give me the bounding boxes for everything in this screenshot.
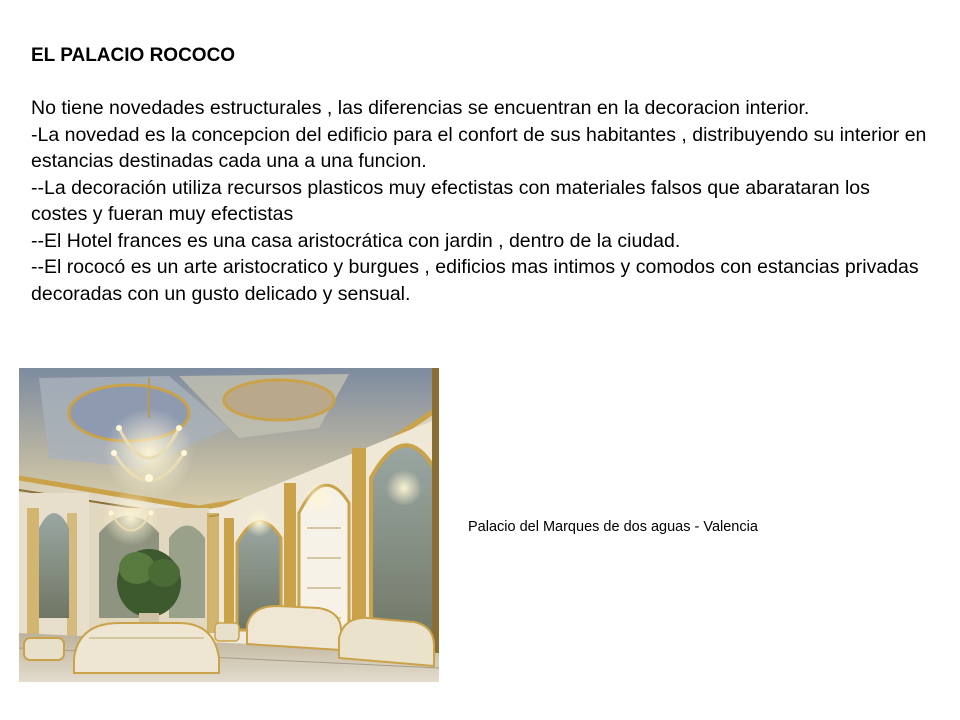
chandelier-icon: [103, 490, 159, 546]
photo-caption: Palacio del Marques de dos aguas - Valencia: [468, 519, 758, 535]
slide-title: EL PALACIO ROCOCO: [31, 45, 236, 66]
body-paragraph: --El Hotel frances es una casa aristocrática con jardin , dentro de la ciudad.: [31, 229, 681, 252]
slide-body: [31, 95, 931, 307]
sofa-icon: [74, 623, 219, 673]
body-paragraph: -La novedad es la concepcion del edificio para el confort de sus habitantes , distribuyendo su interior en estancias destinadas cada una a una funcion.: [31, 123, 927, 172]
body-paragraph: No tiene novedades estructurales , las diferencias se encuentran en la decoracion interior.: [31, 97, 810, 119]
palace-interior-photo: [19, 368, 439, 682]
body-paragraph: --La decoración utiliza recursos plasticos muy efectistas con materiales falsos que abarataran los costes y fueran muy efectistas: [31, 176, 870, 225]
body-paragraph: --El rococó es un arte aristocratico y burgues , edificios mas intimos y comodos con estancias privadas decoradas con un gusto delicado y sensual.: [31, 256, 919, 305]
